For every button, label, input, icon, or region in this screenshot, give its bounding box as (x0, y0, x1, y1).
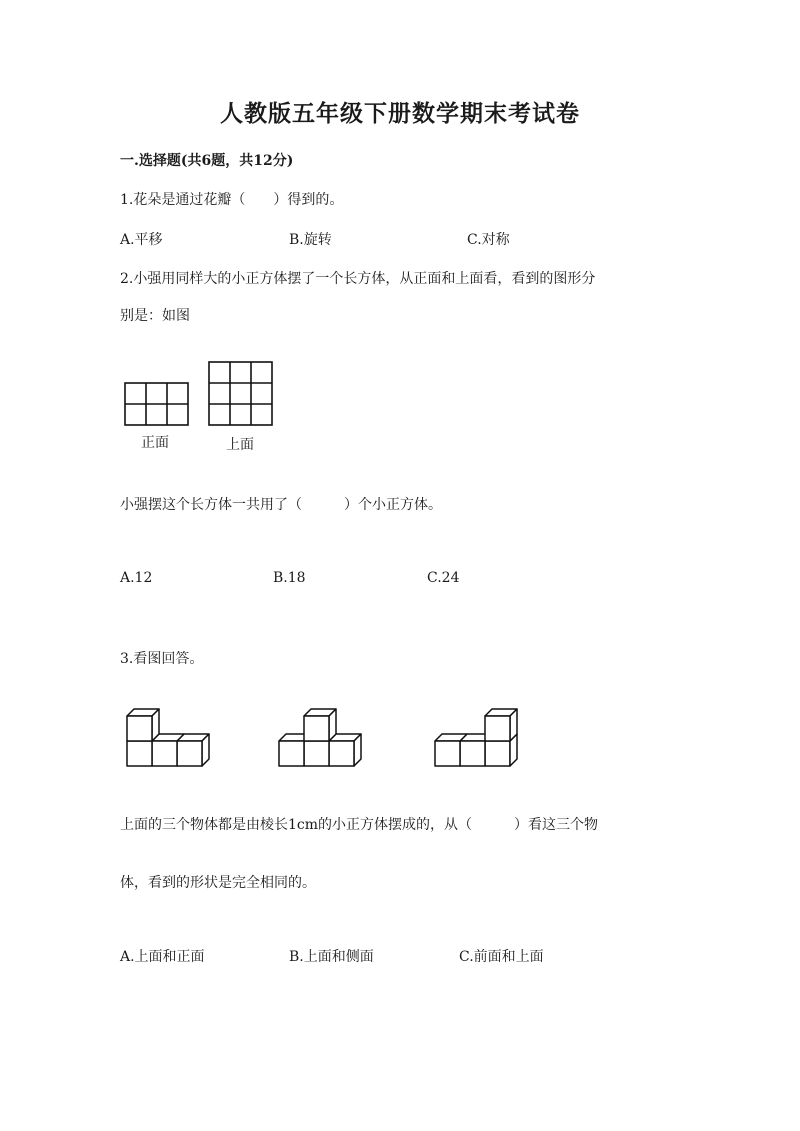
question-2-text-line2: 别是：如图 (120, 308, 190, 324)
question-1-option-a: A.平移 (120, 232, 163, 248)
question-2-option-a: A.12 (120, 570, 153, 586)
question-1-option-c: C.对称 (467, 232, 510, 248)
question-2-followup: 小强摆这个长方体一共用了（ ）个小正方体。 (120, 497, 442, 513)
question-3-text-line2: 上面的三个物体都是由棱长1cm的小正方体摆成的，从（ ）看这三个物 (120, 817, 599, 833)
question-3-option-b: B.上面和侧面 (289, 949, 374, 965)
cube-figure-3 (428, 700, 528, 775)
top-view-grid (208, 361, 274, 427)
cube-figure-1 (120, 700, 220, 775)
question-2-text-line1: 2.小强用同样大的小正方体摆了一个长方体，从正面和上面看，看到的图形分 (120, 271, 596, 287)
question-2-option-b: B.18 (273, 570, 306, 586)
front-view-label: 正面 (141, 435, 169, 451)
top-view-label: 上面 (226, 437, 254, 453)
question-2-option-c: C.24 (427, 570, 460, 586)
question-3-option-c: C.前面和上面 (459, 949, 544, 965)
question-1-text: 1.花朵是通过花瓣（ ）得到的。 (120, 192, 344, 208)
question-3-text-line3: 体，看到的形状是完全相同的。 (120, 875, 316, 891)
section-heading: 一.选择题(共6题，共12分) (120, 153, 294, 169)
question-1-option-b: B.旋转 (289, 232, 332, 248)
cube-figure-2 (272, 700, 372, 775)
page-title: 人教版五年级下册数学期末考试卷 (220, 100, 580, 127)
question-3-option-a: A.上面和正面 (120, 949, 205, 965)
question-3-text: 3.看图回答。 (120, 651, 204, 667)
front-view-grid (124, 382, 190, 426)
